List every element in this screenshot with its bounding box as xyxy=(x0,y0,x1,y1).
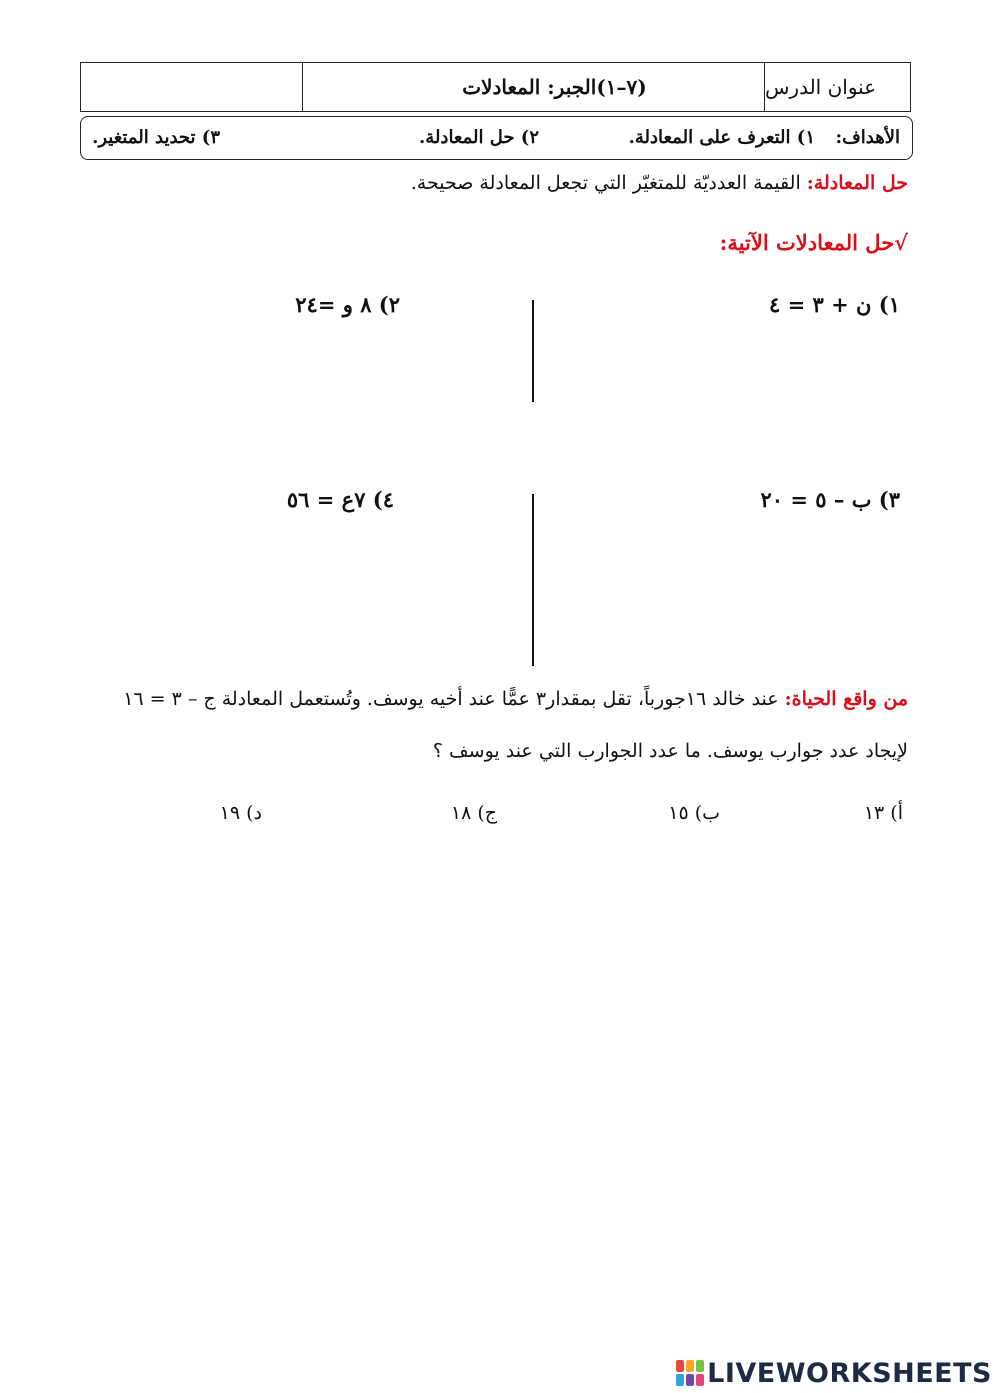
definition-term: حل المعادلة: xyxy=(806,172,908,194)
real-life-text-2: لإيجاد عدد جوارب يوسف. ما عدد الجوارب التي عند يوسف ؟ xyxy=(432,740,908,762)
goals-box xyxy=(80,116,913,160)
goals-label: الأهداف: xyxy=(835,127,900,148)
divider-top xyxy=(532,300,534,402)
real-life-label: من واقع الحياة: xyxy=(784,688,908,710)
goal-1: ١) التعرف على المعادلة. xyxy=(628,127,815,148)
lesson-number: (٧–١) xyxy=(596,75,647,99)
lesson-label: عنوان الدرس xyxy=(765,75,877,99)
option-d[interactable]: د) ١٩ xyxy=(219,802,262,824)
lesson-header-table xyxy=(80,62,911,112)
divider-bottom xyxy=(532,494,534,666)
goal-3: ٣) تحديد المتغير. xyxy=(92,127,220,148)
liveworksheets-logo xyxy=(676,1358,992,1388)
exercise-3: ٣) ب – ٥ = ٢٠ xyxy=(760,487,900,512)
real-life-line-1 xyxy=(123,688,908,710)
exercise-2: ٢) ٨ و =٢٤ xyxy=(295,292,400,317)
option-c[interactable]: ج) ١٨ xyxy=(450,802,497,824)
definition-line xyxy=(411,172,908,194)
logo-text: LIVEWORKSHEETS xyxy=(707,1357,992,1389)
definition-text: القيمة العدديّة للمتغيّر التي تجعل المعادلة صحيحة. xyxy=(410,172,801,194)
exercise-1: ١) ن + ٣ = ٤ xyxy=(769,292,900,317)
lesson-extra-cell xyxy=(81,63,304,111)
exercises-heading: √حل المعادلات الآتية: xyxy=(719,230,908,255)
option-a[interactable]: أ) ١٣ xyxy=(863,802,903,824)
lesson-title: الجبر: المعادلات xyxy=(462,75,597,99)
real-life-text-1: عند خالد ١٦جورباً، تقل بمقدار٣ عمًّا عند أخيه يوسف. وتُستعمل المعادلة ج – ٣ = ١٦ xyxy=(123,688,779,710)
logo-blocks-icon xyxy=(676,1360,704,1386)
lesson-title-cell xyxy=(302,63,764,111)
goal-2: ٢) حل المعادلة. xyxy=(419,127,539,148)
option-b[interactable]: ب) ١٥ xyxy=(668,802,720,824)
lesson-label-cell xyxy=(764,63,910,111)
exercise-4: ٤) ٧ع = ٥٦ xyxy=(286,487,394,512)
